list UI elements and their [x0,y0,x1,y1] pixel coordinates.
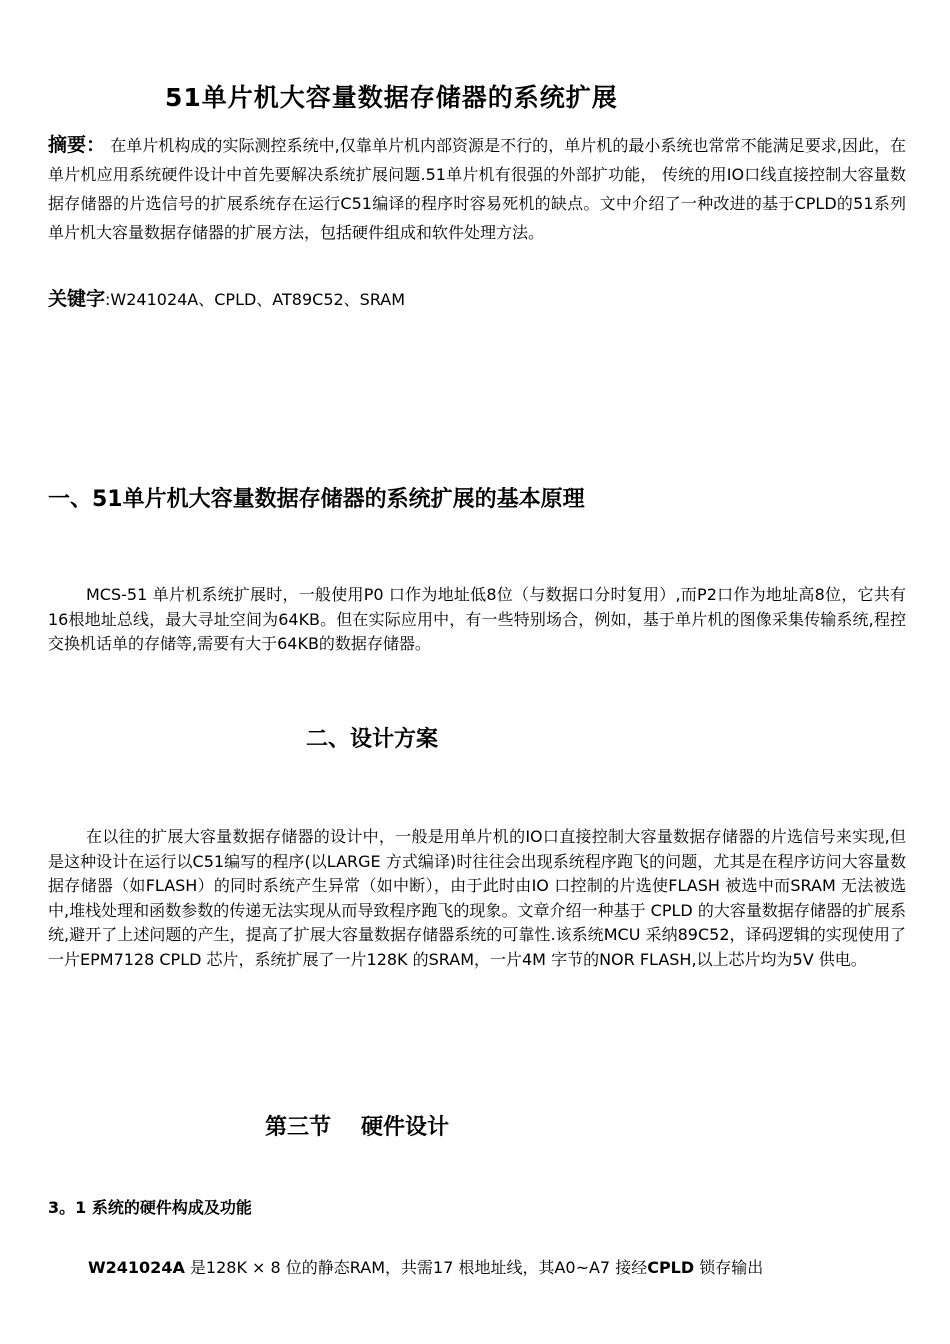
section-3-text-1: 是128K × 8 位的静态RAM，共需17 根地址线，其A0~A7 接经 [184,1258,648,1277]
section-1-heading: 一、51单片机大容量数据存储器的系统扩展的基本原理 [48,487,585,512]
abstract-text: 在单片机构成的实际测控系统中,仅靠单片机内部资源是不行的，单片机的最小系统也常常不能满足要求,因此，在单片机应用系统硬件设计中首先要解决系统扩展问题.51单片机有很强的外部扩功能， 传统的用IO口线直接控制大容量数据存储器的片选信号的扩展系统存在运行C51编译的程序时容易死机的缺点。文中介绍了一种改进的基于CPLD的51系列单片机大容量数据存储器的扩展方法，包括硬件组成和软件处理方法。 [48,136,906,242]
section-3-heading [265,1110,449,1141]
chip-name-w241024a: W241024A [88,1258,185,1277]
section-2-heading: 二、设计方案 [306,727,439,752]
abstract [48,131,906,247]
keywords [48,284,405,311]
abstract-label: 摘要： [48,134,106,156]
paper-title: 51单片机大容量数据存储器的系统扩展 [165,83,618,112]
subsection-3-1-heading: 3。1 系统的硬件构成及功能 [48,1198,252,1217]
keywords-text: :W241024A、CPLD、AT89C52、SRAM [105,290,406,309]
section-1-paragraph: MCS-51 单片机系统扩展时，一般使用P0 口作为地址低8位（与数据口分时复用）,而P2口作为地址高8位，它共有16根地址总线，最大寻址空间为64KB。但在实际应用中，有一些特别场合，例如，基于单片机的图像采集传输系统,程控交换机话单的存储等,需要有大于64KB的数据存储器。 [48,585,906,654]
section-3-paragraph [88,1255,908,1278]
section-3-heading-number: 第三节 [265,1115,332,1140]
section-3-text-2: 锁存输出 [694,1258,764,1277]
section-3-heading-title: 硬件设计 [361,1115,450,1140]
section-2-paragraph: 在以往的扩展大容量数据存储器的设计中，一般是用单片机的IO口直接控制大容量数据存储器的片选信号来实现,但是这种设计在运行以C51编写的程序(以LARGE 方式编译)时往往会出现系统程序跑飞的问题，尤其是在程序访问大容量数据存储器（如FLASH）的同时系统产生异常（如中断），由于此时由IO 口控制的片选使FLASH 被选中而SRAM 无法被选中,堆栈处理和函数参数的传递无法实现从而导致程序跑飞的现象。文章介绍一种基于 CPLD 的大容量数据存储器的扩展系统,避开了上述问题的产生，提高了扩展大容量数据存储器系统的可靠性.该系统MCU 采纳89C52，译码逻辑的实现使用了一片EPM7128 CPLD 芯片，系统扩展了一片128K 的SRAM，一片4M 字节的NOR FLASH,以上芯片均为5V 供电。 [48,827,906,969]
chip-name-cpld: CPLD [647,1258,695,1277]
keywords-label: 关键字 [48,288,106,310]
